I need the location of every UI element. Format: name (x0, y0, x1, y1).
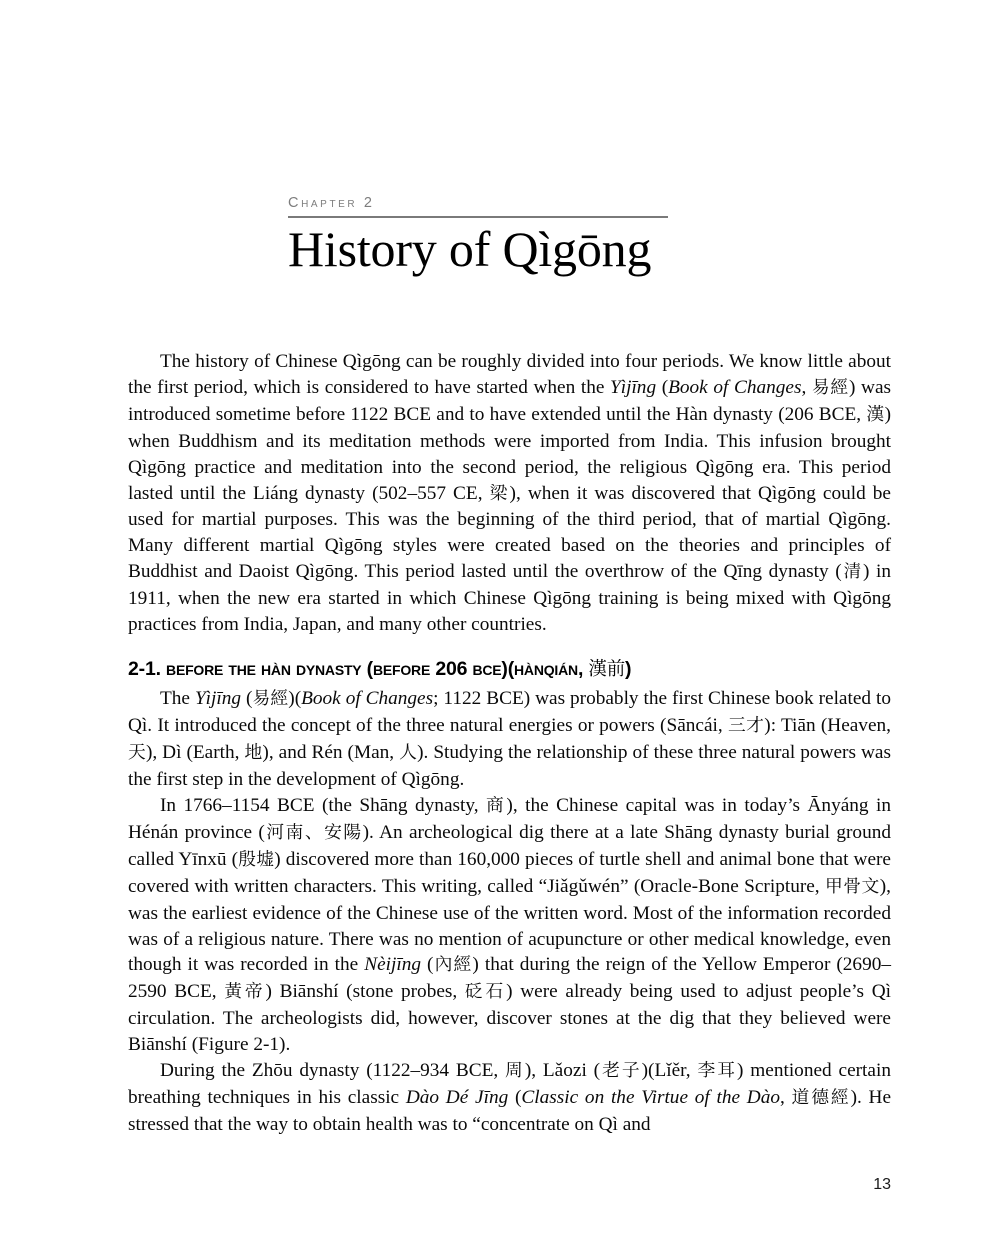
paragraph-intro: The history of Chinese Qìgōng can be roughly divided into four periods. We know little about the first period, which is considered to have started when the Yìjīng (Book of Changes, 易經) was introduced sometime before 1122 BCE and to have extended until the Hàn dynasty (206 BCE, 漢) when Buddhism and its meditation methods were imported from India. This infusion brought Qìgōng practice and meditation into the second period, the religious Qìgōng era. This period lasted until the Liáng dynasty (502–557 CE, 梁), when it was discovered that Qìgōng could be used for martial purposes. This was the beginning of the third period, that of martial Qìgōng. Many different martial Qìgōng styles were created based on the theories and principles of Buddhist and Daoist Qìgōng. This period lasted until the overthrow of the Qīng dynasty (清) in 1911, when the new era started in which Chinese Qìgōng training is being mixed with Qìgōng practices from India, Japan, and many other countries. (128, 351, 892, 636)
page-number: 13 (873, 1176, 891, 1193)
section-number: 2-1. (128, 657, 161, 680)
paragraph-shang: In 1766–1154 BCE (the Shāng dynasty, 商), the Chinese capital was in today’s Ānyáng in Hénán province (河南、安陽). An archeological dig there at a late Shāng dynasty burial ground called Yīnxū (殷墟) discovered more than 160,000 pieces of turtle shell and animal bone that were covered with written characters. This writing, called “Jiǎgǔwén” (Oracle-Bone Scripture, 甲骨文), was the earliest evidence of the Chinese use of the written word. Most of the information recorded was of a religious nature. There was no mention of acupuncture or other medical knowledge, even though it was recorded in the Nèijīng (內經) that during the reign of the Yellow Emperor (2690–2590 BCE, 黃帝) Biānshí (stone probes, 砭石) were already being used to adjust people’s Qì circulation. The archeologists did, however, discover stones at the dig that they believed were Biānshí (Figure 2-1). (128, 794, 891, 1056)
chapter-divider-rule (288, 216, 668, 218)
chapter-header (288, 196, 668, 309)
paragraph-zhou: During the Zhōu dynasty (1122–934 BCE, 周), Lǎozi (老子)(Lǐěr, 李耳) mentioned certain breathing techniques in his classic Dào Dé Jīng (Classic on the Virtue of the Dào, 道德經). He stressed that the way to obtain health was to “concentrate on Qì and (128, 1060, 892, 1135)
page-title: History of Qìgōng (288, 220, 652, 277)
paragraph-yijing: The Yìjīng (易經)(Book of Changes; 1122 BCE) was probably the first Chinese book related to Qì. It introduced the concept of the three natural energies or powers (Sāncái, 三才): Tiān (Heaven, 天), Dì (Earth, 地), and Rén (Man, 人). Studying the relationship of these three natural powers was the first step in the development of Qìgōng. (128, 688, 891, 791)
chapter-eyebrow: Chapter 2 (288, 195, 375, 211)
body-column (128, 349, 891, 1138)
section-heading-2-1: 2-1. before the hàn dynasty (before 206 bce)(hànqián, 漢前) (128, 657, 632, 680)
